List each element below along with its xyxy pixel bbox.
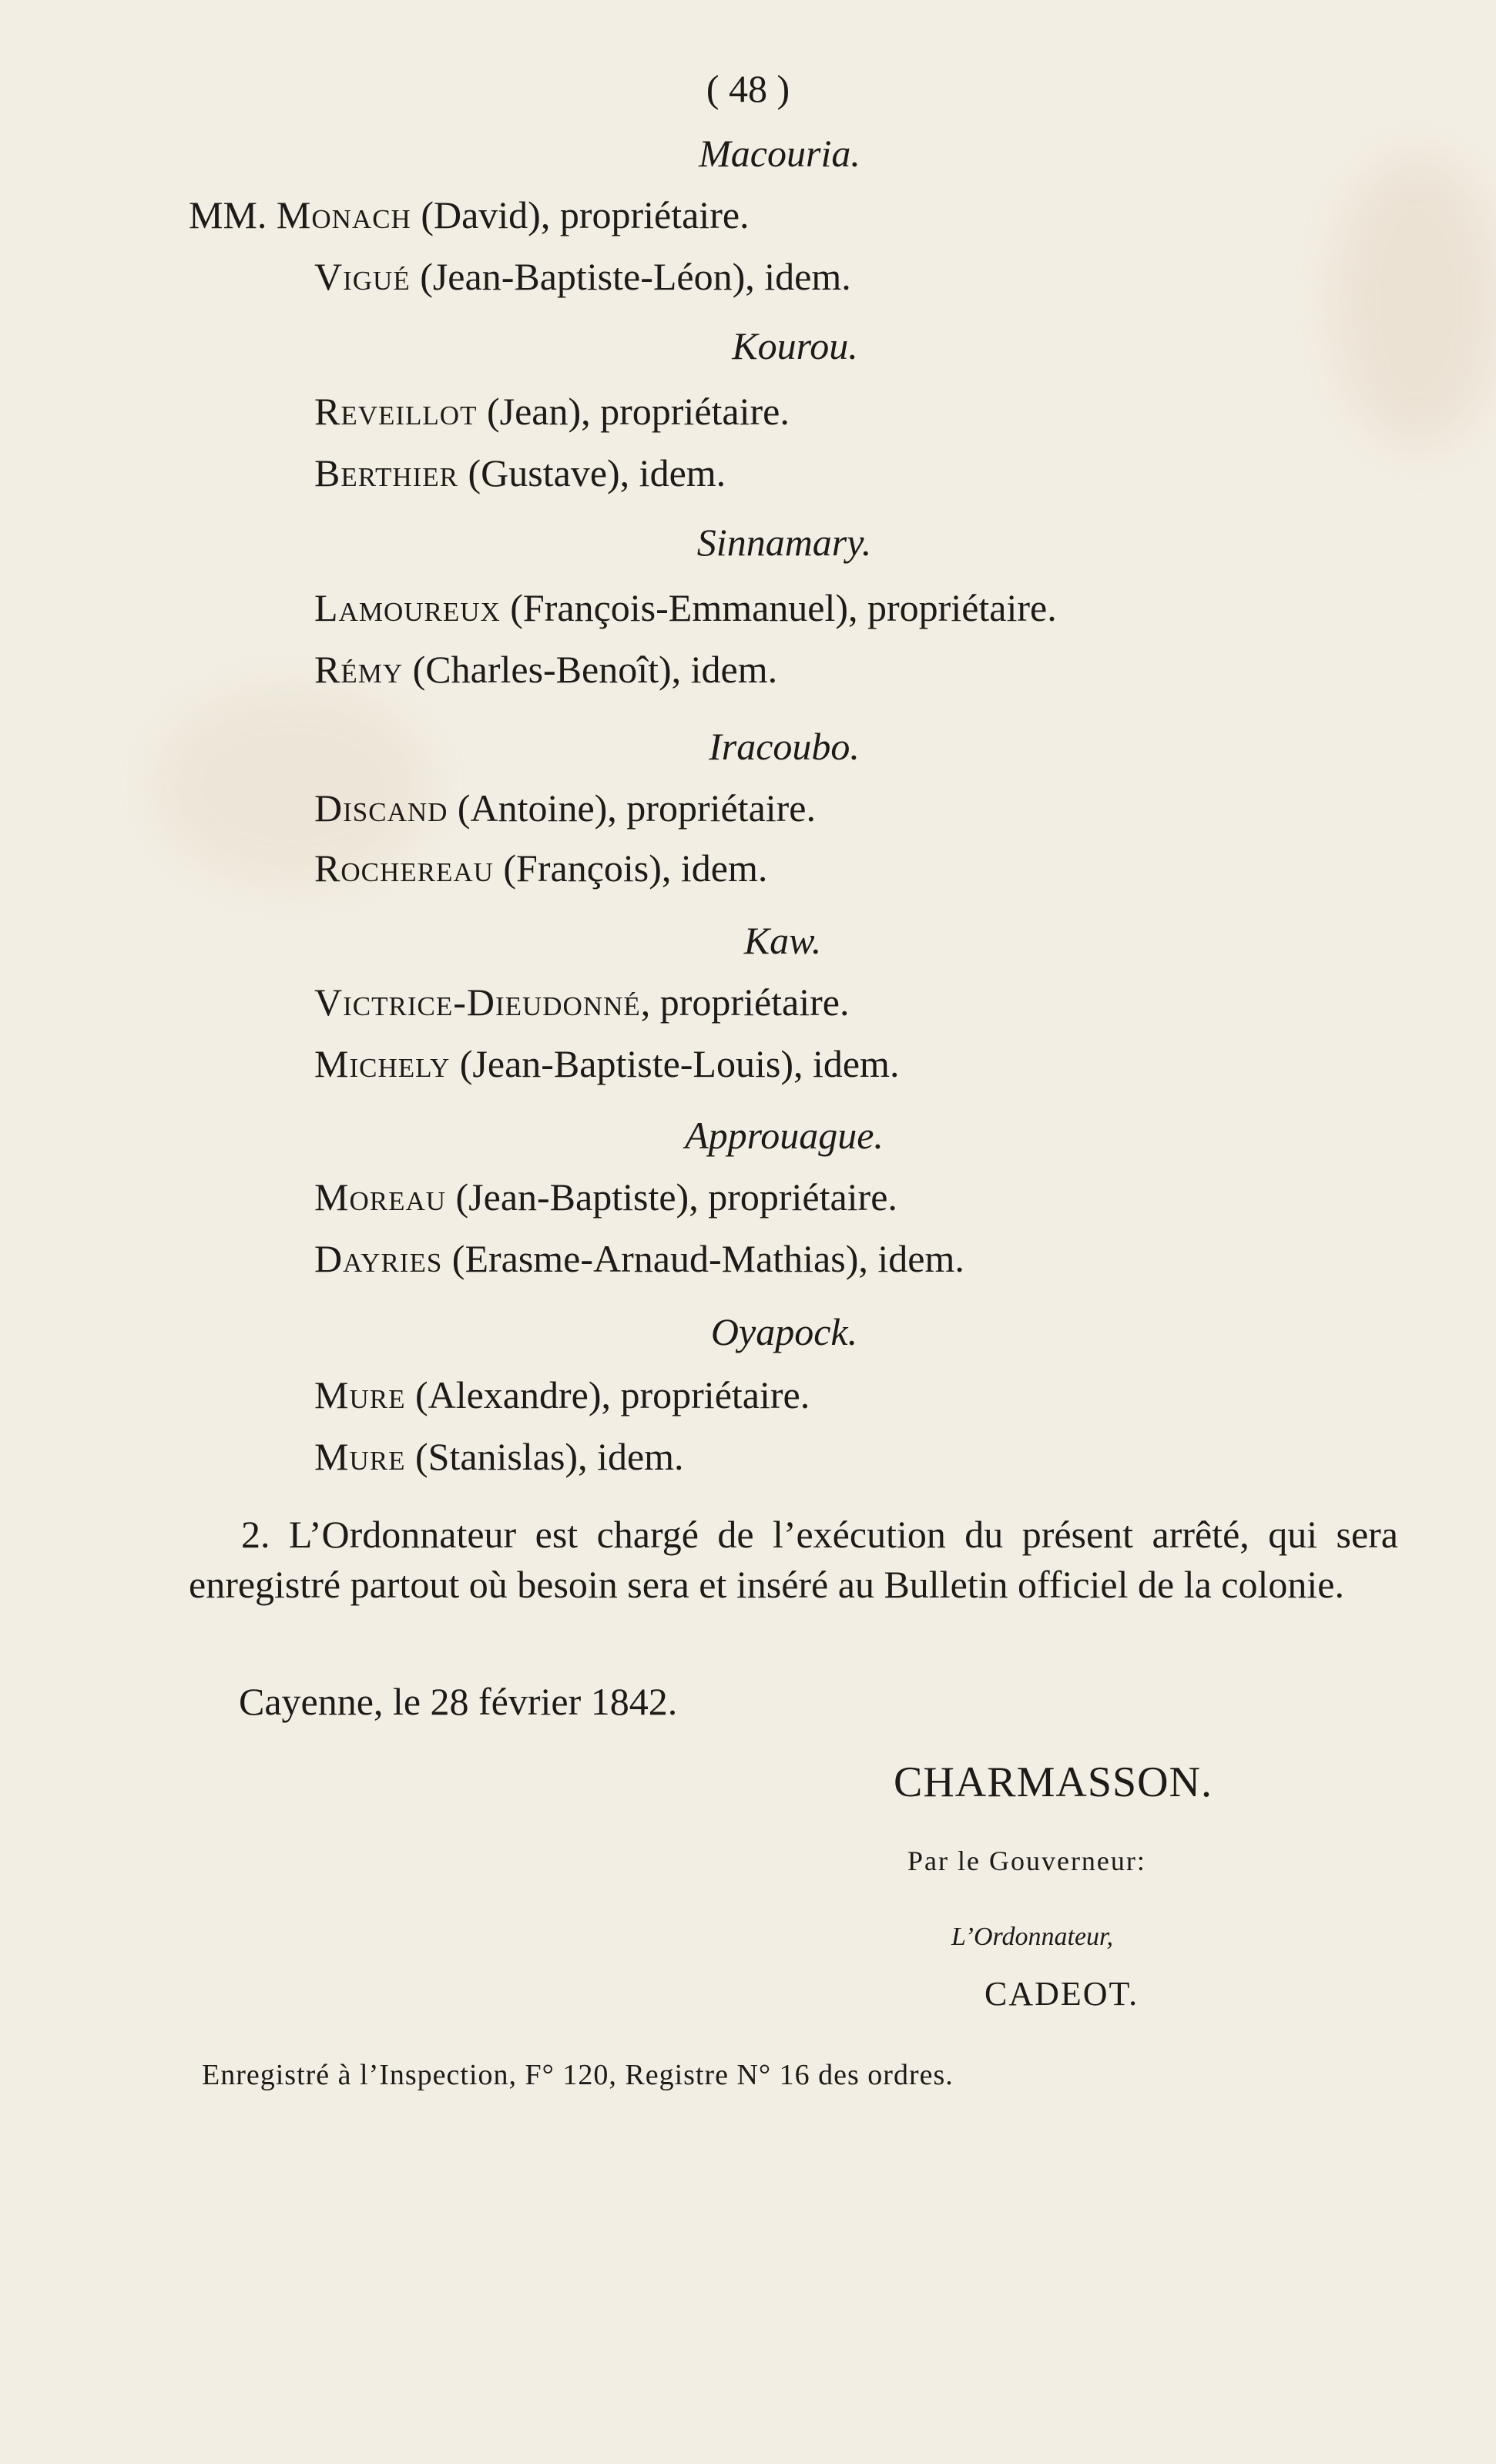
entry-role: , propriétaire. (689, 1175, 897, 1219)
entry-role: , propriétaire. (848, 586, 1057, 629)
entry-role: , propriétaire. (581, 390, 790, 433)
entry-line (314, 389, 790, 434)
entry-role: , idem. (671, 648, 778, 691)
entry-line (314, 846, 767, 890)
entry-role: , idem. (619, 451, 726, 494)
entry-line (314, 980, 849, 1024)
entry-line (314, 1434, 684, 1479)
entry-surname: Mure (314, 1373, 406, 1416)
page-number: ( 48 ) (706, 67, 790, 110)
section-heading-approuague: Approuague. (685, 1114, 884, 1157)
dateline: Cayenne, le 28 février 1842. (239, 1680, 678, 1723)
entry-given-name: (Erasme-Arnaud-Mathias) (451, 1237, 859, 1280)
entry-role: , idem. (793, 1042, 900, 1085)
section-heading-kourou: Kourou. (732, 324, 858, 367)
countersignatory-name: CADEOT. (984, 1975, 1139, 2013)
entry-role: , propriétaire. (601, 1373, 810, 1416)
entry-given-name: (Antoine) (457, 786, 608, 830)
entry-line (314, 451, 726, 495)
entry-line (314, 1373, 810, 1417)
entry-surname: Rochereau (314, 846, 494, 890)
entry-surname: Lamoureux (314, 586, 501, 629)
entry-surname: Victrice-Dieudonné (314, 981, 641, 1024)
entry-given-name: (François-Emmanuel) (510, 586, 849, 629)
section-heading-kaw: Kaw. (743, 919, 822, 962)
entry-role: , idem. (858, 1237, 964, 1280)
entry-line (314, 585, 1057, 630)
entry-surname: Discand (314, 786, 448, 830)
entry-role: , propriétaire. (640, 981, 850, 1024)
entry-surname: Monach (276, 193, 411, 236)
entry-line (314, 254, 851, 299)
entry-given-name: (Jean) (486, 390, 582, 433)
article-text: L’Ordonnateur est chargé de l’exécution du présent arrêté, qui sera enregistré partout où besoin sera et inséré au Bulletin officiel de la colonie. (189, 1513, 1398, 1606)
entry-line (314, 1175, 897, 1219)
entry-line (314, 647, 777, 692)
entry-surname: Berthier (314, 451, 459, 494)
section-heading-macouria: Macouria. (699, 132, 860, 175)
entry-surname: Rémy (314, 648, 404, 691)
entry-given-name: (David) (421, 193, 541, 236)
entry-prefix: MM. (189, 193, 267, 236)
entry-role: , propriétaire. (607, 786, 816, 830)
signature-by-line: Par le Gouverneur: (907, 1845, 1146, 1876)
entry-given-name: (Jean-Baptiste-Léon) (420, 255, 746, 298)
entry-surname: Reveillot (314, 390, 478, 433)
entry-role: , idem. (578, 1435, 684, 1478)
entry-surname: Michely (314, 1042, 451, 1085)
entry-given-name: (François) (503, 846, 662, 890)
entry-given-name: (Gustave) (468, 451, 620, 494)
entry-role: , propriétaire. (540, 193, 750, 236)
section-heading-oyapock: Oyapock. (710, 1310, 858, 1353)
entry-surname: Moreau (314, 1175, 447, 1219)
article-number: 2. (241, 1513, 270, 1556)
entry-surname: Mure (314, 1435, 406, 1478)
section-heading-iracoubo: Iracoubo. (709, 725, 860, 768)
entry-line (314, 786, 816, 830)
entry-given-name: (Stanislas) (414, 1435, 579, 1478)
entry-role: , idem. (745, 255, 851, 298)
paper-stain (1333, 154, 1496, 447)
entry-given-name: (Alexandre) (414, 1373, 602, 1416)
entry-role: , idem. (661, 846, 768, 890)
entry-given-name: (Jean-Baptiste) (455, 1175, 689, 1219)
entry-line (189, 193, 750, 237)
entry-surname: Dayries (314, 1237, 443, 1280)
section-heading-sinnamary: Sinnamary. (696, 521, 872, 564)
entry-surname: Vigué (314, 255, 411, 298)
entry-given-name: (Charles-Benoît) (412, 648, 672, 691)
entry-given-name: (Jean-Baptiste-Louis) (459, 1042, 793, 1085)
entry-line (314, 1236, 964, 1281)
registration-note: Enregistré à l’Inspection, F° 120, Registre N° 16 des ordres. (202, 2059, 954, 2091)
article-paragraph (189, 1510, 1398, 1610)
entry-line (314, 1041, 899, 1086)
signatory-name: CHARMASSON. (894, 1758, 1213, 1806)
signature-title: L’Ordonnateur, (951, 1923, 1113, 1951)
